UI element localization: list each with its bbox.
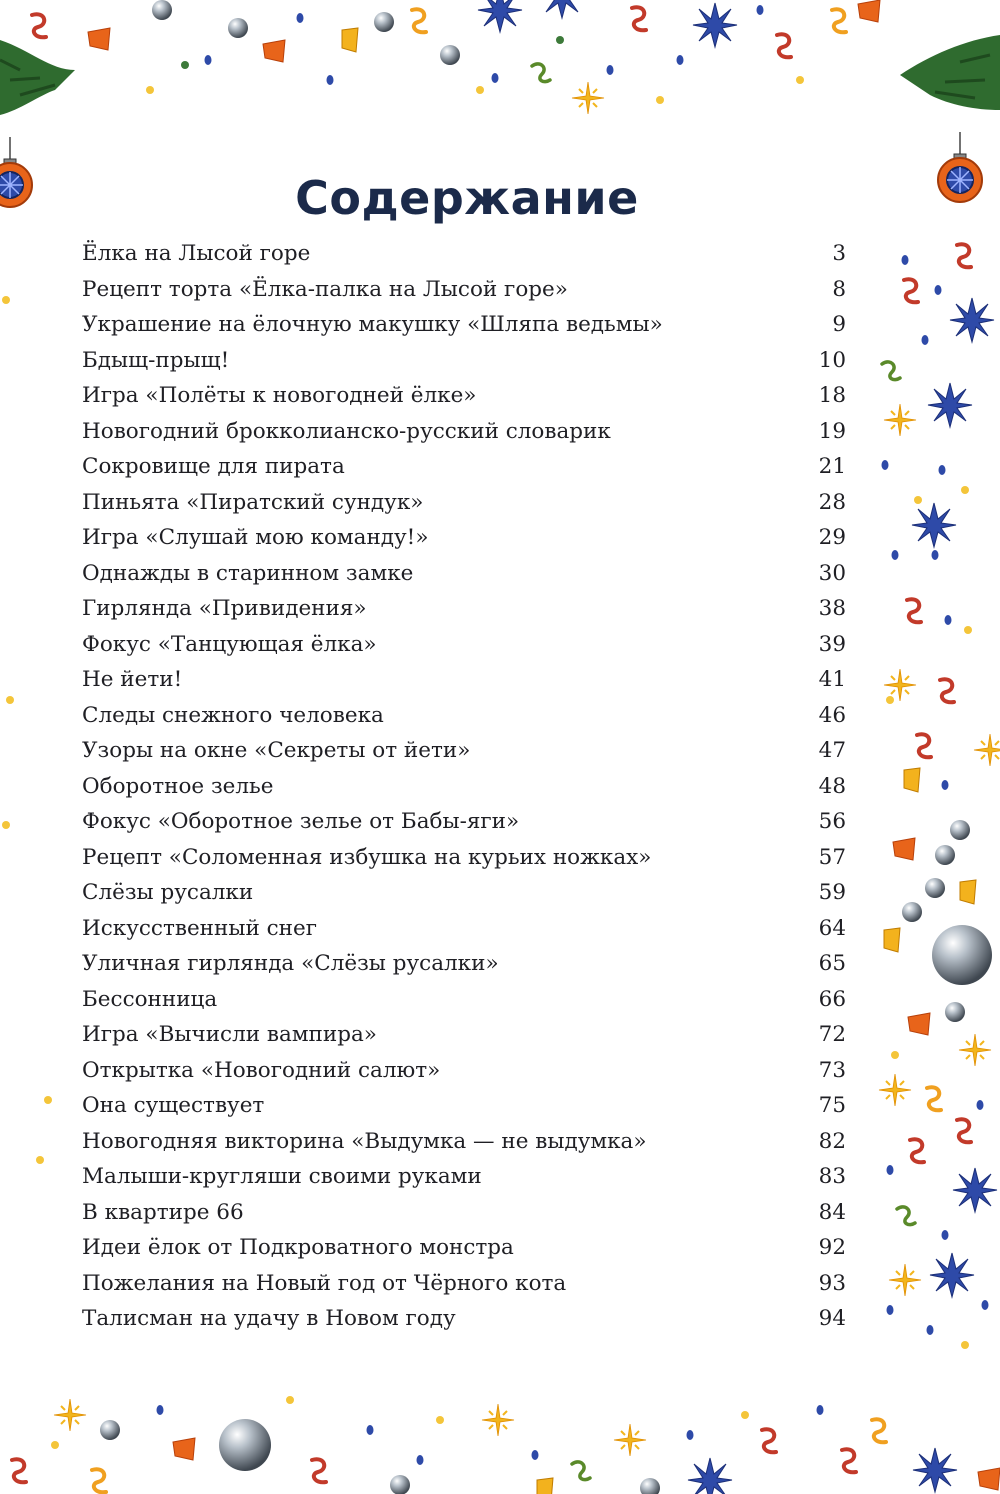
toc-entry-title: Украшение на ёлочную макушку «Шляпа ведьмы» xyxy=(82,312,663,337)
toc-entry-page-number: 75 xyxy=(818,1093,846,1118)
toc-entry-page-number: 28 xyxy=(818,489,846,515)
toc-entry-page-number: 48 xyxy=(818,773,846,799)
toc-entry[interactable] xyxy=(82,449,846,485)
toc-entry[interactable] xyxy=(82,840,846,876)
toc-entry[interactable] xyxy=(82,343,846,379)
toc-entry-page-number: 82 xyxy=(818,1128,846,1154)
toc-entry-title: Игра «Слушай мою команду!» xyxy=(82,525,429,550)
toc-entry[interactable] xyxy=(82,1017,846,1053)
toc-entry-page-number: 94 xyxy=(818,1306,846,1331)
toc-entry-title: Идеи ёлок от Подкроватного монстра xyxy=(82,1235,514,1260)
toc-entry[interactable] xyxy=(82,520,846,556)
toc-entry-page-number: 57 xyxy=(818,844,846,870)
toc-entry[interactable] xyxy=(82,1266,846,1302)
toc-entry-title: Искусственный снег xyxy=(82,915,317,941)
toc-entry[interactable] xyxy=(82,804,846,840)
page-title: Содержание xyxy=(295,170,639,225)
toc-entry-title: Слёзы русалки xyxy=(82,880,254,905)
toc-entry-page-number: 66 xyxy=(818,986,846,1012)
toc-entry-page-number: 73 xyxy=(818,1057,846,1083)
toc-entry[interactable] xyxy=(82,272,846,308)
toc-entry-title: Узоры на окне «Секреты от йети» xyxy=(82,738,471,763)
toc-entry-title: Ёлка на Лысой горе xyxy=(82,241,311,266)
toc-entry-page-number: 72 xyxy=(818,1022,846,1047)
toc-entry-title: Пожелания на Новый год от Чёрного кота xyxy=(82,1270,567,1296)
toc-entry-page-number: 46 xyxy=(818,702,846,728)
toc-entry-title: Уличная гирлянда «Слёзы русалки» xyxy=(82,951,499,976)
toc-entry-page-number: 83 xyxy=(818,1164,846,1189)
toc-entry-page-number: 29 xyxy=(818,525,846,550)
toc-entry-title: Оборотное зелье xyxy=(82,773,274,799)
toc-entry[interactable] xyxy=(82,769,846,805)
toc-entry-page-number: 59 xyxy=(818,880,846,905)
toc-entry-title: Новогодний брокколианско-русский словарик xyxy=(82,418,611,444)
toc-entry[interactable] xyxy=(82,946,846,982)
toc-entry[interactable] xyxy=(82,414,846,450)
toc-entry-page-number: 3 xyxy=(832,241,846,266)
toc-entry-title: Открытка «Новогодний салют» xyxy=(82,1057,441,1083)
toc-entry[interactable] xyxy=(82,1195,846,1231)
toc-entry-page-number: 21 xyxy=(818,454,846,479)
toc-entry[interactable] xyxy=(82,698,846,734)
toc-entry[interactable] xyxy=(82,1124,846,1160)
toc-entry[interactable] xyxy=(82,1159,846,1195)
toc-entry-page-number: 30 xyxy=(818,560,846,586)
toc-entry-title: Следы снежного человека xyxy=(82,702,384,728)
toc-entry-title: Рецепт торта «Ёлка-палка на Лысой горе» xyxy=(82,276,568,302)
toc-entry-title: Фокус «Оборотное зелье от Бабы-яги» xyxy=(82,809,520,834)
toc-entry-title: Игра «Вычисли вампира» xyxy=(82,1022,377,1047)
toc-entry-title: Малыши-кругляши своими руками xyxy=(82,1164,482,1189)
toc-entry[interactable] xyxy=(82,1053,846,1089)
toc-entry[interactable] xyxy=(82,591,846,627)
toc-entry-page-number: 9 xyxy=(832,312,846,337)
toc-entry[interactable] xyxy=(82,556,846,592)
toc-entry[interactable] xyxy=(82,378,846,414)
toc-entry[interactable] xyxy=(82,662,846,698)
toc-entry-title: Талисман на удачу в Новом году xyxy=(82,1306,456,1331)
toc-entry-title: Однажды в старинном замке xyxy=(82,560,414,586)
toc-entry[interactable] xyxy=(82,236,846,272)
toc-entry-title: Новогодняя викторина «Выдумка — не выдумка» xyxy=(82,1128,647,1154)
toc-entry-page-number: 41 xyxy=(818,667,846,692)
toc-entry-title: Бдыщ-прыщ! xyxy=(82,347,230,373)
toc-entry[interactable] xyxy=(82,875,846,911)
toc-entry[interactable] xyxy=(82,307,846,343)
toc-entry-page-number: 92 xyxy=(818,1235,846,1260)
toc-entry-page-number: 8 xyxy=(832,276,846,302)
toc-entry-page-number: 56 xyxy=(818,809,846,834)
toc-entry-title: Игра «Полёты к новогодней ёлке» xyxy=(82,383,477,408)
toc-entry[interactable] xyxy=(82,1230,846,1266)
toc-entry-page-number: 64 xyxy=(818,915,846,941)
toc-entry[interactable] xyxy=(82,982,846,1018)
toc-entry-title: Фокус «Танцующая ёлка» xyxy=(82,631,377,657)
toc-entry[interactable] xyxy=(82,627,846,663)
toc-entry[interactable] xyxy=(82,1088,846,1124)
toc-entry[interactable] xyxy=(82,911,846,947)
toc-entry-title: Гирлянда «Привидения» xyxy=(82,596,367,621)
toc-entry[interactable] xyxy=(82,1301,846,1337)
toc-entry[interactable] xyxy=(82,733,846,769)
toc-entry-title: Не йети! xyxy=(82,667,183,692)
toc-entry-title: Пиньята «Пиратский сундук» xyxy=(82,489,424,515)
toc-entry-page-number: 18 xyxy=(818,383,846,408)
toc-entry-title: Она существует xyxy=(82,1093,265,1118)
toc-entry-page-number: 10 xyxy=(818,347,846,373)
toc-entry-page-number: 38 xyxy=(818,596,846,621)
table-of-contents xyxy=(82,236,846,1337)
toc-entry-title: Бессонница xyxy=(82,986,218,1012)
toc-entry-page-number: 39 xyxy=(818,631,846,657)
toc-entry-title: В квартире 66 xyxy=(82,1199,244,1225)
toc-entry[interactable] xyxy=(82,485,846,521)
toc-entry-page-number: 19 xyxy=(818,418,846,444)
toc-entry-title: Рецепт «Соломенная избушка на курьих ножках» xyxy=(82,844,652,870)
toc-entry-title: Сокровище для пирата xyxy=(82,454,345,479)
toc-entry-page-number: 65 xyxy=(818,951,846,976)
toc-entry-page-number: 93 xyxy=(818,1270,846,1296)
toc-entry-page-number: 47 xyxy=(818,738,846,763)
toc-entry-page-number: 84 xyxy=(818,1199,846,1225)
